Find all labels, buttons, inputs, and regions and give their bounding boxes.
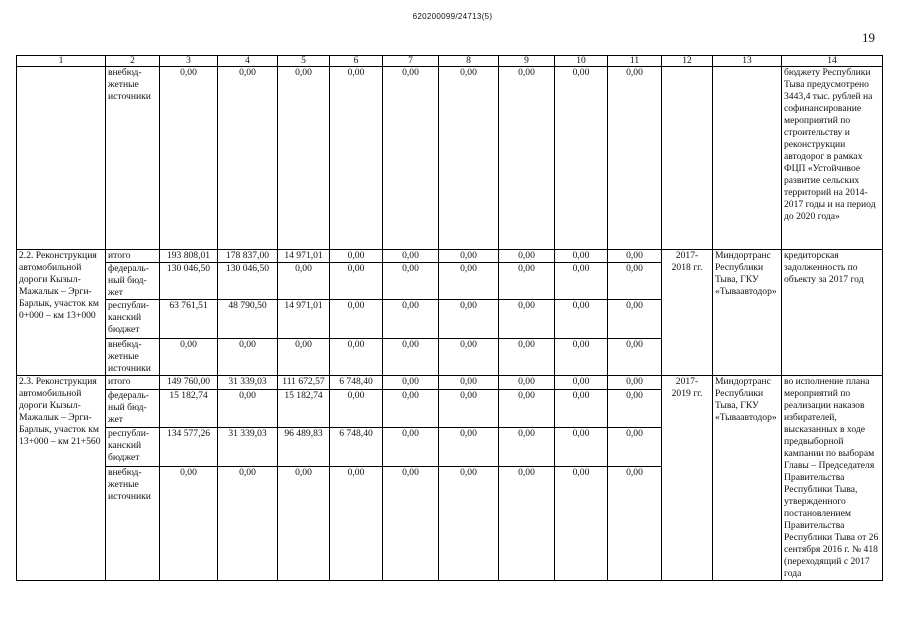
funding-source-cell: итого <box>106 250 160 263</box>
value-cell: 0,00 <box>439 466 499 580</box>
value-cell: 0,00 <box>278 263 330 300</box>
note-cell: кредиторская задолженность по объекту за 2017 год <box>782 250 883 376</box>
value-cell: 134 577,26 <box>160 428 218 467</box>
value-cell: 6 748,40 <box>330 376 383 390</box>
value-cell: 0,00 <box>160 466 218 580</box>
column-number-header: 9 <box>499 56 555 67</box>
value-cell: 0,00 <box>499 300 555 339</box>
value-cell: 0,00 <box>439 339 499 376</box>
value-cell: 31 339,03 <box>218 428 278 467</box>
value-cell: 0,00 <box>499 428 555 467</box>
value-cell: 0,00 <box>608 428 662 467</box>
value-cell: 0,00 <box>555 466 608 580</box>
value-cell: 0,00 <box>330 263 383 300</box>
note-cell: бюджету Республики Тыва предусмотрено 3443,4 тыс. рублей на софинансирование мероприятий по строительству и реконструкции автодорог в рамках ФЦП «Устойчивое развитие сельских территорий на 2014-2017 годы и на период до 2020 года» <box>782 67 883 250</box>
funding-source-cell: внебюд- жетные источники <box>106 67 160 250</box>
value-cell: 0,00 <box>555 300 608 339</box>
value-cell: 0,00 <box>160 67 218 250</box>
column-number-header: 4 <box>218 56 278 67</box>
column-number-header: 10 <box>555 56 608 67</box>
column-number-header: 3 <box>160 56 218 67</box>
funding-source-cell: республи- канский бюджет <box>106 300 160 339</box>
period-cell: 2017- 2019 гг. <box>662 376 713 581</box>
funding-source-cell: внебюд- жетные источники <box>106 466 160 580</box>
value-cell: 0,00 <box>439 250 499 263</box>
funding-source-cell: итого <box>106 376 160 390</box>
table-row <box>17 250 883 263</box>
funding-source-cell: внебюд- жетные источники <box>106 339 160 376</box>
funding-source-cell: республи- канский бюджет <box>106 428 160 467</box>
value-cell: 0,00 <box>555 389 608 428</box>
value-cell: 6 748,40 <box>330 428 383 467</box>
value-cell: 178 837,00 <box>218 250 278 263</box>
value-cell: 0,00 <box>330 339 383 376</box>
executor-cell: Миндортранс Республики Тыва, ГКУ «Тываавтодор» <box>713 376 782 581</box>
period-cell: 2017- 2018 гг. <box>662 250 713 376</box>
value-cell: 0,00 <box>499 389 555 428</box>
funding-source-cell: федераль- ный бюд- жет <box>106 389 160 428</box>
value-cell: 0,00 <box>160 339 218 376</box>
value-cell: 0,00 <box>608 300 662 339</box>
value-cell: 0,00 <box>608 250 662 263</box>
value-cell: 193 808,01 <box>160 250 218 263</box>
value-cell: 0,00 <box>383 466 439 580</box>
note-cell: во исполнение плана мероприятий по реализации наказов избирателей, высказанных в ходе предвыборной кампании по выборам Главы – Председателя Правительства Республики Тыва, утвержденного постановлением Правительства Республики Тыва от 26 сентября 2016 г. № 418 (переходящий с 2017 года <box>782 376 883 581</box>
value-cell: 0,00 <box>278 339 330 376</box>
value-cell: 0,00 <box>439 67 499 250</box>
value-cell: 0,00 <box>499 67 555 250</box>
column-number-header: 2 <box>106 56 160 67</box>
value-cell: 48 790,50 <box>218 300 278 339</box>
value-cell: 0,00 <box>555 67 608 250</box>
value-cell: 0,00 <box>439 376 499 390</box>
column-number-header: 12 <box>662 56 713 67</box>
value-cell: 0,00 <box>439 263 499 300</box>
object-name-cell: 2.3. Реконструкция автомобильной дороги Кызыл-Мажалык – Эрги-Барлык, участок км 13+000 – км 21+560 <box>17 376 106 581</box>
value-cell: 0,00 <box>218 67 278 250</box>
value-cell: 0,00 <box>439 300 499 339</box>
value-cell: 0,00 <box>608 466 662 580</box>
table-row <box>17 376 883 390</box>
executor-cell <box>713 67 782 250</box>
value-cell: 0,00 <box>330 67 383 250</box>
value-cell: 0,00 <box>330 466 383 580</box>
value-cell: 0,00 <box>383 300 439 339</box>
value-cell: 0,00 <box>608 339 662 376</box>
value-cell: 0,00 <box>555 339 608 376</box>
value-cell: 0,00 <box>499 376 555 390</box>
value-cell: 15 182,74 <box>278 389 330 428</box>
column-number-header: 14 <box>782 56 883 67</box>
value-cell: 0,00 <box>439 428 499 467</box>
value-cell: 0,00 <box>555 263 608 300</box>
column-number-header: 13 <box>713 56 782 67</box>
value-cell: 0,00 <box>555 250 608 263</box>
value-cell: 0,00 <box>330 389 383 428</box>
column-number-header: 5 <box>278 56 330 67</box>
column-number-header: 6 <box>330 56 383 67</box>
value-cell: 0,00 <box>278 67 330 250</box>
value-cell: 63 761,51 <box>160 300 218 339</box>
value-cell: 31 339,03 <box>218 376 278 390</box>
period-cell <box>662 67 713 250</box>
value-cell: 111 672,57 <box>278 376 330 390</box>
value-cell: 0,00 <box>383 389 439 428</box>
value-cell: 0,00 <box>218 339 278 376</box>
value-cell: 0,00 <box>218 466 278 580</box>
value-cell: 0,00 <box>383 428 439 467</box>
value-cell: 130 046,50 <box>218 263 278 300</box>
value-cell: 0,00 <box>608 67 662 250</box>
value-cell: 15 182,74 <box>160 389 218 428</box>
value-cell: 0,00 <box>555 376 608 390</box>
object-name-cell: 2.2. Реконструкция автомобильной дороги Кызыл-Мажалык – Эрги-Барлык, участок км 0+000 – км 13+000 <box>17 250 106 376</box>
funding-source-cell: федераль- ный бюд- жет <box>106 263 160 300</box>
value-cell: 0,00 <box>330 300 383 339</box>
value-cell: 0,00 <box>555 428 608 467</box>
value-cell: 149 760,00 <box>160 376 218 390</box>
value-cell: 130 046,50 <box>160 263 218 300</box>
value-cell: 0,00 <box>278 466 330 580</box>
value-cell: 0,00 <box>499 339 555 376</box>
value-cell: 0,00 <box>383 263 439 300</box>
value-cell: 0,00 <box>383 250 439 263</box>
value-cell: 0,00 <box>499 466 555 580</box>
column-number-header: 8 <box>439 56 499 67</box>
column-number-header: 1 <box>17 56 106 67</box>
page-number: 19 <box>862 30 875 45</box>
empty-cell <box>17 67 106 250</box>
executor-cell: Миндортранс Республики Тыва, ГКУ «Тываавтодор» <box>713 250 782 376</box>
value-cell: 0,00 <box>330 250 383 263</box>
value-cell: 96 489,83 <box>278 428 330 467</box>
column-number-header: 11 <box>608 56 662 67</box>
value-cell: 0,00 <box>218 389 278 428</box>
header-row <box>17 56 883 67</box>
table-row <box>17 67 883 250</box>
value-cell: 0,00 <box>499 263 555 300</box>
value-cell: 0,00 <box>608 376 662 390</box>
value-cell: 0,00 <box>608 389 662 428</box>
document-id: 620200099/24713(5) <box>412 12 493 21</box>
value-cell: 0,00 <box>499 250 555 263</box>
column-number-header: 7 <box>383 56 439 67</box>
budget-table <box>16 55 883 581</box>
value-cell: 14 971,01 <box>278 250 330 263</box>
value-cell: 14 971,01 <box>278 300 330 339</box>
value-cell: 0,00 <box>608 263 662 300</box>
value-cell: 0,00 <box>383 67 439 250</box>
value-cell: 0,00 <box>383 376 439 390</box>
value-cell: 0,00 <box>439 389 499 428</box>
value-cell: 0,00 <box>383 339 439 376</box>
